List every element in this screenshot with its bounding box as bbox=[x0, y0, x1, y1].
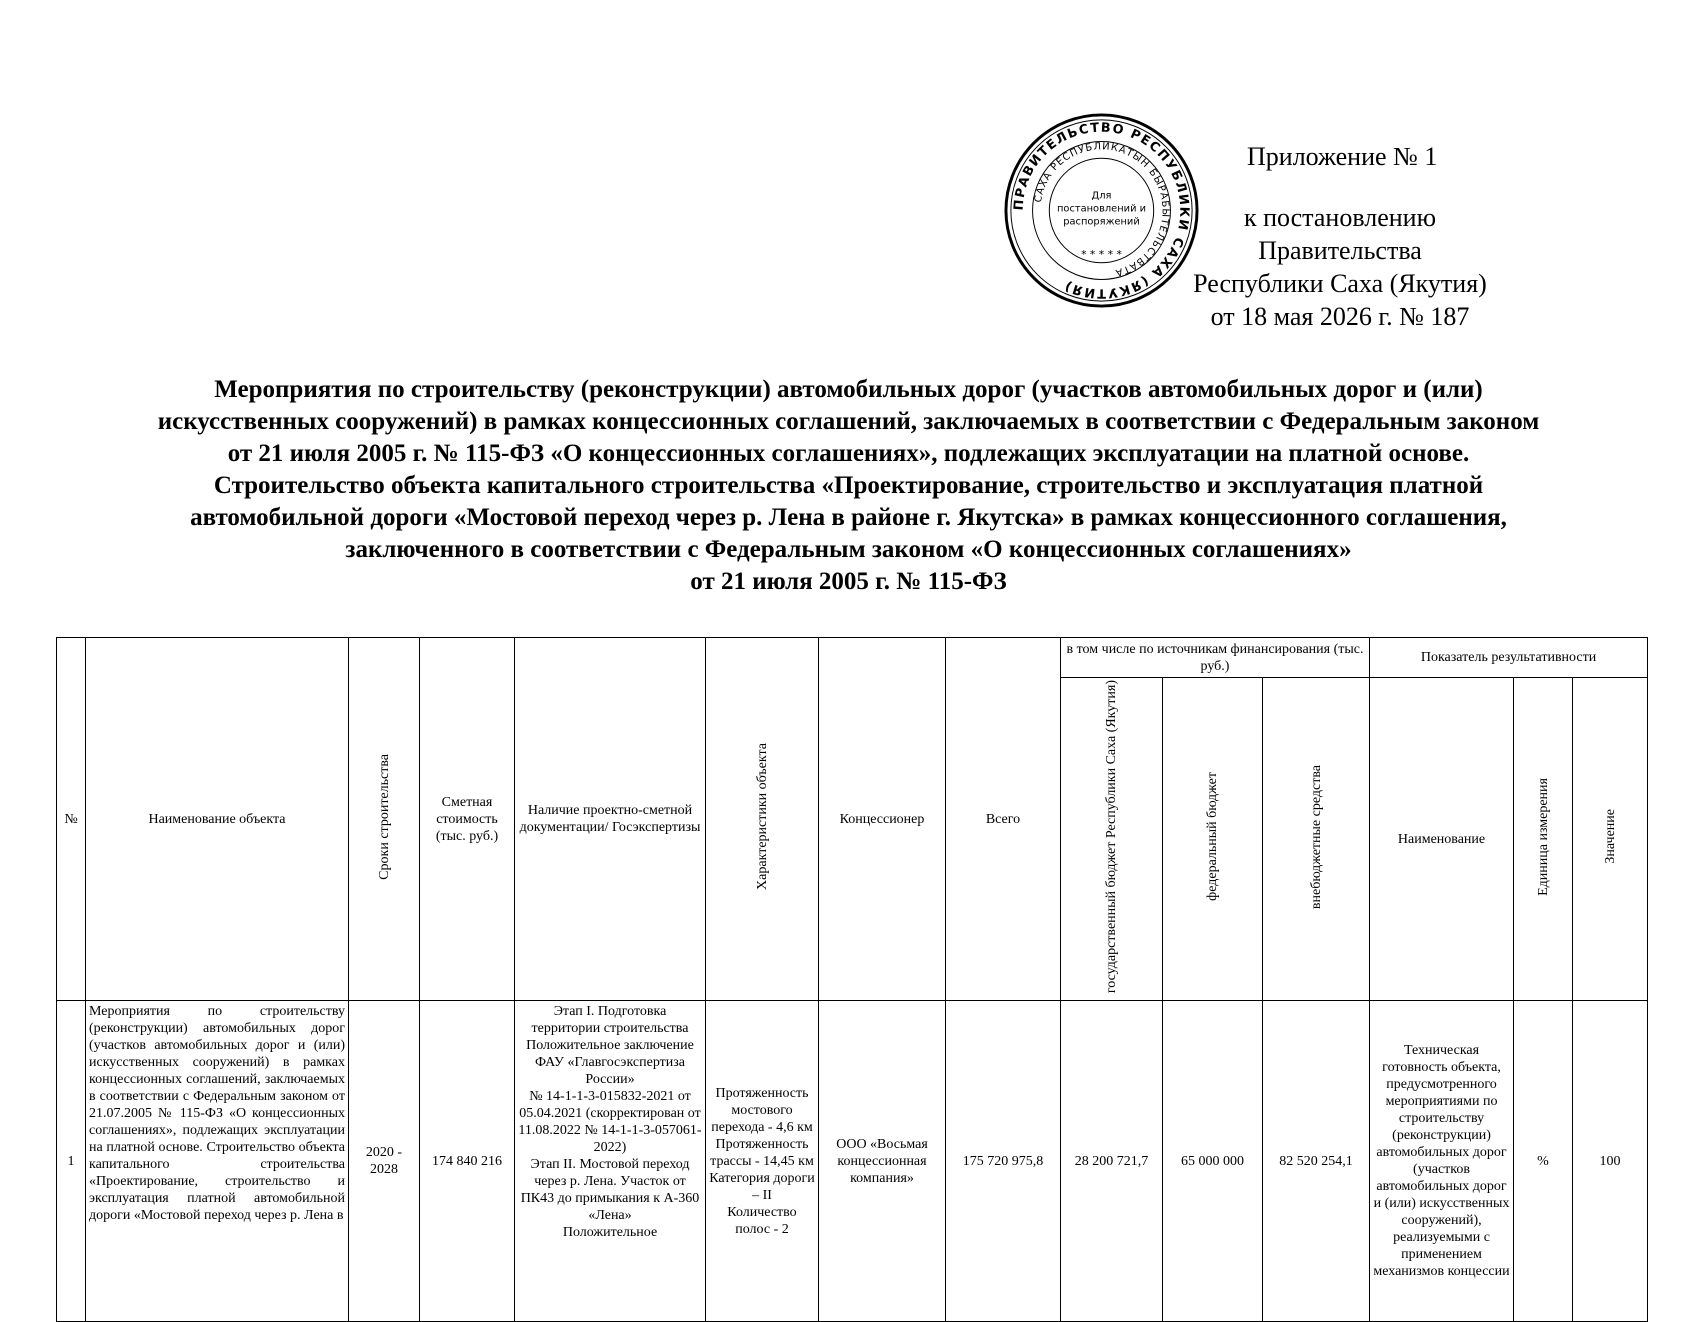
header-name: Наименование объекта bbox=[86, 638, 349, 1001]
appendix-line-2: Республики Саха (Якутия) bbox=[1193, 269, 1487, 298]
appendix-line-1: к постановлению Правительства bbox=[1243, 203, 1437, 265]
header-unit: Единица измерения bbox=[1514, 678, 1573, 1001]
header-chars: Характеристики объекта bbox=[706, 638, 819, 1001]
stamp-stars: * * * * * bbox=[1081, 247, 1122, 261]
header-concessionaire: Концессионер bbox=[819, 638, 946, 1001]
stamp-center-1: Для bbox=[1091, 190, 1112, 202]
document-title bbox=[40, 374, 1657, 598]
cell-value: 100 bbox=[1573, 1001, 1648, 1322]
header-value: Значение bbox=[1573, 678, 1648, 1001]
title-line-4: Строительство объекта капитального строительства «Проектирование, строительство и эксплуатация платной bbox=[213, 472, 1484, 499]
cell-unit: % bbox=[1514, 1001, 1573, 1322]
cell-chars: Протяженность мостового перехода - 4,6 км Протяженность трассы - 14,45 км Категория дороги – II Количество полос - 2 bbox=[706, 1001, 819, 1322]
cell-concessionaire: ООО «Восьмая концессионная компания» bbox=[819, 1001, 946, 1322]
header-indicator-name: Наименование bbox=[1370, 678, 1514, 1001]
header-sources-group: в том числе по источникам финансирования (тыс. руб.) bbox=[1061, 638, 1370, 678]
appendix-line-3: от 18 мая 2026 г. № 187 bbox=[1210, 302, 1470, 331]
header-terms: Сроки строительства bbox=[349, 638, 420, 1001]
title-line-6: заключенного в соответствии с Федеральным законом «О концессионных соглашениях» bbox=[345, 536, 1352, 563]
stamp-inner-text: САХА РЕСПУБЛИКАТЫН БЫРАБЫТЕЛЬСТВАТА bbox=[1032, 141, 1171, 279]
cell-cost: 174 840 216 bbox=[420, 1001, 515, 1322]
title-line-5: автомобильной дороги «Мостовой переход через р. Лена в районе г. Якутска» в рамках концессионного соглашения, bbox=[190, 504, 1507, 531]
cell-indicator-name: Техническая готовность объекта, предусмотренного мероприятиями по строительству (реконструкции) автомобильных дорог (участков автомобильных дорог и (или) искусственных сооружений), реализуемыми с применением механизмов концессии bbox=[1370, 1001, 1514, 1322]
header-row-1 bbox=[57, 638, 1648, 678]
official-seal bbox=[1003, 112, 1200, 309]
title-line-3: от 21 июля 2005 г. № 115-ФЗ «О концессионных соглашениях», подлежащих эксплуатации на платной основе. bbox=[227, 440, 1470, 467]
cell-regional-budget: 28 200 721,7 bbox=[1061, 1001, 1163, 1322]
title-line-2: искусственных сооружений) в рамках концессионных соглашений, заключаемых в соответствии с Федеральным законом bbox=[157, 408, 1540, 435]
table-row bbox=[57, 1001, 1648, 1322]
cell-total: 175 720 975,8 bbox=[946, 1001, 1061, 1322]
title-line-1: Мероприятия по строительству (реконструкции) автомобильных дорог (участков автомобильных дорог и (или) bbox=[214, 376, 1483, 403]
measures-table bbox=[56, 637, 1648, 1322]
cell-name: Мероприятия по строительству (реконструкции) автомобильных дорог (участков автомобильных дорог и (или) искусственных сооружений) в рамках концессионных соглашений, заключаемых в соответствии с Федеральным законом от 21.07.2005 № 115-ФЗ «О концессионных соглашениях», подлежащих эксплуатации на платной основе. Строительство объекта капитального строительства «Проектирование, строительство и эксплуатация платной автомобильной дороги «Мостовой переход через р. Лена в bbox=[86, 1001, 349, 1322]
header-indicator-group: Показатель результативности bbox=[1370, 638, 1648, 678]
header-num: № bbox=[57, 638, 86, 1001]
header-cost: Сметная стоимость (тыс. руб.) bbox=[420, 638, 515, 1001]
title-line-7: от 21 июля 2005 г. № 115-ФЗ bbox=[690, 568, 1007, 595]
cell-psd: Этап I. Подготовка территории строительства Положительное заключение ФАУ «Главгосэкспертиза России» № 14-1-1-3-015832-2021 от 05.04.2021 (скорректирован от 11.08.2022 № 14-1-1-3-057061-2022) Этап II. Мостовой переход через р. Лена. Участок от ПК43 до примыкания к А-360 «Лена» Положительное bbox=[515, 1001, 706, 1322]
appendix-title: Приложение № 1 bbox=[1247, 142, 1438, 171]
stamp-center-2: постановлений и bbox=[1056, 203, 1147, 215]
cell-extra-budget: 82 520 254,1 bbox=[1263, 1001, 1370, 1322]
stamp-outer-text: ПРАВИТЕЛЬСТВО РЕСПУБЛИКИ САХА (ЯКУТИЯ) bbox=[1011, 120, 1192, 301]
header-psd: Наличие проектно-сметной документации/ Госэкспертизы bbox=[515, 638, 706, 1001]
stamp-center-3: распоряжений bbox=[1063, 216, 1140, 228]
cell-terms: 2020 - 2028 bbox=[349, 1001, 420, 1322]
cell-num: 1 bbox=[57, 1001, 86, 1322]
header-extra-budget: внебюджетные средства bbox=[1263, 678, 1370, 1001]
header-federal-budget: федеральный бюджет bbox=[1163, 678, 1263, 1001]
appendix-header bbox=[1185, 140, 1585, 333]
header-total: Всего bbox=[946, 638, 1061, 1001]
cell-federal-budget: 65 000 000 bbox=[1163, 1001, 1263, 1322]
header-regional-budget: государственный бюджет Республики Саха (Якутия) bbox=[1061, 678, 1163, 1001]
